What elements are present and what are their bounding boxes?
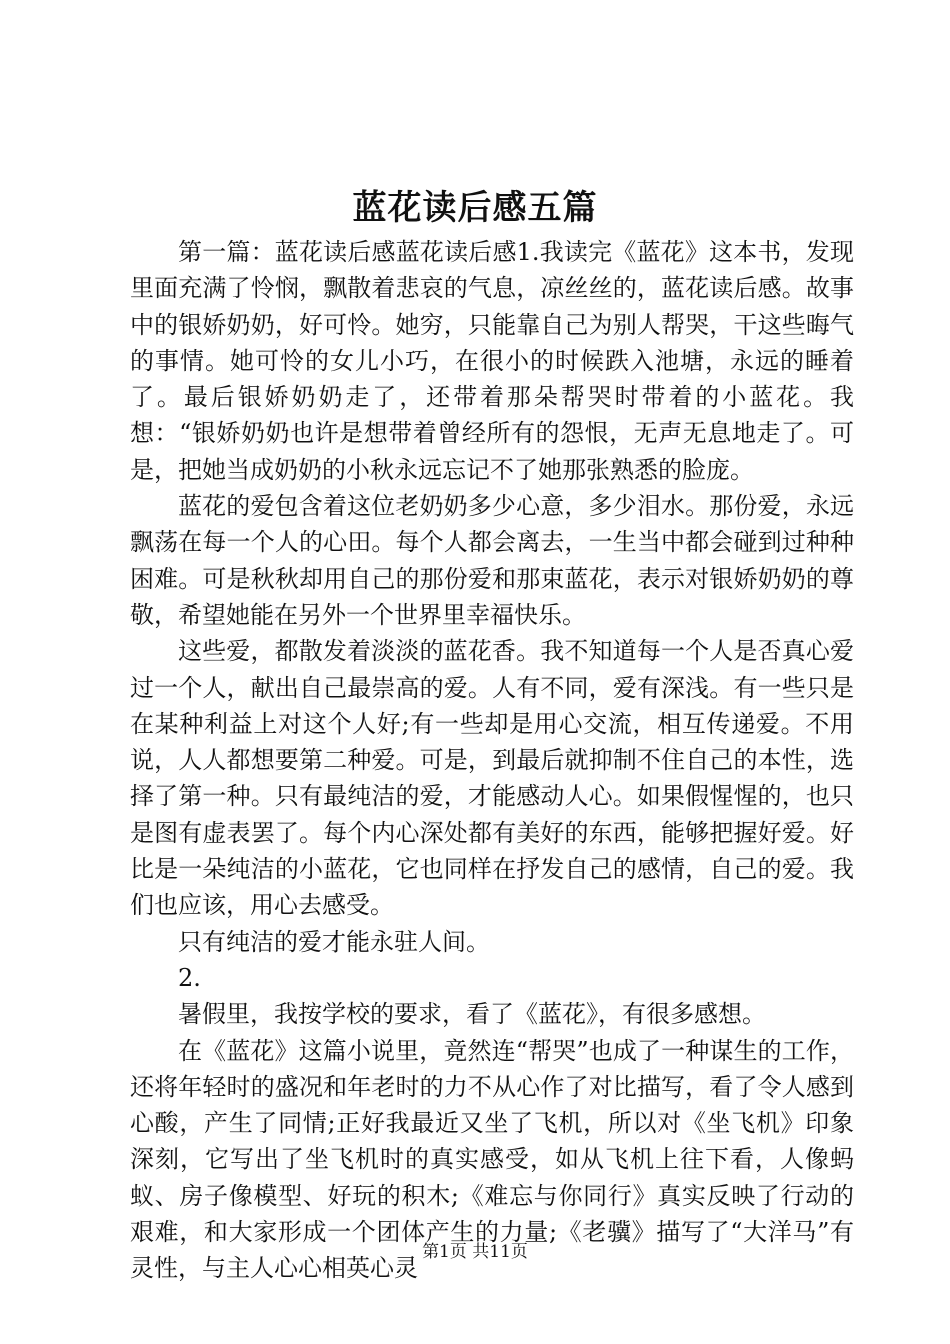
document-body (130, 234, 854, 1287)
paragraph-6: 暑假里，我按学校的要求，看了《蓝花》，有很多感想。 (178, 1000, 766, 1029)
page-footer: 第1页 共11页 (422, 1242, 528, 1262)
paragraph-2: 蓝花的爱包含着这位老奶奶多少心意，多少泪水。那份爱，永远飘荡在每一个人的心田。每个人都会离去，一生当中都会碰到过种种困难。可是秋秋却用自己的那份爱和那束蓝花，表示对银娇奶奶的尊敬，希望她能在另外一个世界里幸福快乐。 (130, 492, 854, 629)
paragraph-5: 2. (178, 963, 201, 992)
paragraph-1: 第一篇：蓝花读后感蓝花读后感1.我读完《蓝花》这本书，发现里面充满了怜悯，飘散着悲哀的气息，凉丝丝的，蓝花读后感。故事中的银娇奶奶，好可怜。她穷，只能靠自己为别人帮哭，干这些晦气的事情。她可怜的女儿小巧，在很小的时候跌入池塘，永远的睡着了。最后银娇奶奶走了，还带着那朵帮哭时带着的小蓝花。我想：“银娇奶奶也许是想带着曾经所有的怨恨，无声无息地走了。可是，把她当成奶奶的小秋永远忘记不了她那张熟悉的脸庞。 (130, 238, 854, 484)
paragraph-3: 这些爱，都散发着淡淡的蓝花香。我不知道每一个人是否真心爱过一个人，献出自己最崇高的爱。人有不同，爱有深浅。有一些只是在某种利益上对这个人好;有一些却是用心交流，相互传递爱。不用说，人人都想要第二种爱。可是，到最后就抑制不住自己的本性，选择了第一种。只有最纯洁的爱，才能感动人心。如果假惺惺的，也只是图有虚表罢了。每个内心深处都有美好的东西，能够把握好爱。好比是一朵纯洁的小蓝花，它也同样在抒发自己的感情，自己的爱。我们也应该，用心去感受。 (130, 637, 854, 920)
paragraph-4: 只有纯洁的爱才能永驻人间。 (178, 927, 490, 956)
paragraph-7: 在《蓝花》这篇小说里，竟然连“帮哭”也成了一种谋生的工作，还将年轻时的盛况和年老时的力不从心作了对比描写，看了令人感到心酸，产生了同情;正好我最近又坐了飞机，所以对《坐飞机》印象深刻，它写出了坐飞机时的真实感受，如从飞机上往下看，人像蚂蚁、房子像模型、好玩的积木;《难忘与你同行》真实反映了行动的艰难，和大家形成一个团体产生的力量;《老骥》描写了“大洋马”有灵性，与主人心心相英心灵 (130, 1036, 854, 1283)
document-title: 蓝花读后感五篇 (352, 188, 598, 228)
